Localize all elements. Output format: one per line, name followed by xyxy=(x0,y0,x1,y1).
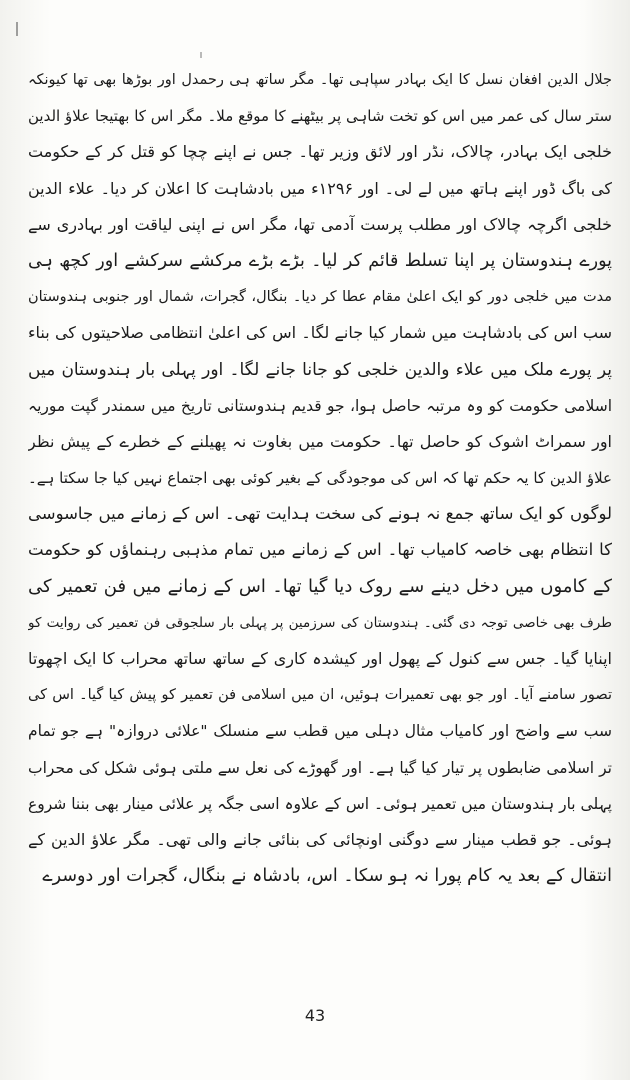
text-line: تر اسلامی ضابطوں پر تیار کیا گیا ہے۔ اور گھوڑے کی نعل سے ملتی ہوئی شکل کی محراب xyxy=(28,758,612,777)
text-line: ہوئی۔ جو قطب مینار سے دوگنی اونچائی کی بنائی جانے والی تھی۔ مگر علاؤ الدین کے xyxy=(28,829,612,849)
urdu-text-block xyxy=(28,62,612,894)
text-line: لوگوں کو ایک ساتھ جمع نہ ہونے کی سخت ہدایت تھی۔ اس کے زمانے میں جاسوسی xyxy=(28,504,612,524)
text-line: پہلی بار ہندوستان میں تعمیر ہوئی۔ اس کے علاوہ اسی جگہ پر علائی مینار بھی بننا شروع xyxy=(28,794,612,813)
text-line: کا انتظام بھی خاصہ کامیاب تھا۔ اس کے زمانے میں تمام مذہبی رہنماؤں کو حکومت xyxy=(28,540,612,560)
text-line: پر پورے ملک میں علاء والدین خلجی کو جانا جانے لگا۔ اور پہلی بار ہندوستان میں xyxy=(28,359,612,380)
text-line: مدت میں خلجی دور کو ایک اعلیٰ مقام عطا کر دیا۔ بنگال، گجرات، شمال اور جنوبی ہندوستان xyxy=(28,289,612,306)
text-line: اسلامی حکومت کو وہ مرتبہ حاصل ہوا، جو قدیم ہندوستانی تاریخ میں سمندر گپت موریہ xyxy=(28,396,612,415)
text-line: خلجی اگرچہ چالاک اور مطلب پرست آدمی تھا، مگر اس نے اپنی لیاقت اور بہادری سے xyxy=(28,214,612,234)
text-line: طرف بھی خاصی توجہ دی گئی۔ ہندوستان کی سرزمین پر پہلی بار سلجوقی فن تعمیر کی روایت کو xyxy=(28,614,612,631)
text-line: اپنایا گیا۔ جس سے کنول کے پھول اور کیشدہ کاری کے ساتھ ساتھ محراب کا ایک اچھوتا xyxy=(28,649,612,668)
text-line: کی باگ ڈور اپنے ہاتھ میں لے لی۔ اور ۱۲۹۶ء میں بادشاہت کا اعلان کر دیا۔ علاء الدین xyxy=(28,178,612,198)
scan-artifact xyxy=(200,52,202,58)
text-line: انتقال کے بعد یہ کام پورا نہ ہو سکا۔ اس، بادشاہ نے بنگال، گجرات اور دوسرے xyxy=(42,866,612,887)
text-line: جلال الدین افغان نسل کا ایک بہادر سپاہی تھا۔ مگر ساتھ ہی رحمدل اور بوڑھا بھی تھا کیونکہ xyxy=(28,72,612,88)
scan-artifact xyxy=(16,22,28,36)
page-number: 43 xyxy=(304,1006,326,1025)
text-line: سب اس کی بادشاہت میں شمار کیا جانے لگا۔ اس کی اعلیٰ انتظامی صلاحیتوں کی بناء xyxy=(28,323,612,343)
text-line: اور سمراٹ اشوک کو حاصل تھا۔ حکومت میں بغاوت نہ پھیلنے کے خطرے کے پیش نظر xyxy=(28,431,612,451)
text-line: پورے ہندوستان پر اپنا تسلط قائم کر لیا۔ بڑے بڑے مرکشے سرکشے اور کچھ ہی xyxy=(28,250,612,271)
text-line: سب سے واضح اور کامیاب مثال دہلی میں قطب سے منسلک "علائی دروازہ" ہے جو تمام xyxy=(28,722,612,741)
text-line: ستر سال کی عمر میں اس کو تخت شاہی پر بیٹھنے کا موقع ملا۔ مگر اس کا بھتیجا علاؤ الدین xyxy=(28,107,612,126)
text-line: تصور سامنے آیا۔ اور جو بھی تعمیرات ہوئیں، ان میں اسلامی فن تعمیر کو پیش کیا گیا۔ اس کی xyxy=(28,687,612,704)
text-line: علاؤ الدین کا یہ حکم تھا کہ اس کی موجودگی کے بغیر کوئی بھی اجتماع نہیں کیا جا سکتا ہے۔ xyxy=(28,469,612,488)
text-line: کے کاموں میں دخل دینے سے روک دیا گیا تھا۔ اس کے زمانے میں فن تعمیر کی xyxy=(28,575,612,597)
text-line: خلجی ایک بہادر، چالاک، نڈر اور لائق وزیر تھا۔ جس نے اپنے چچا کو قتل کر کے حکومت xyxy=(28,142,612,162)
